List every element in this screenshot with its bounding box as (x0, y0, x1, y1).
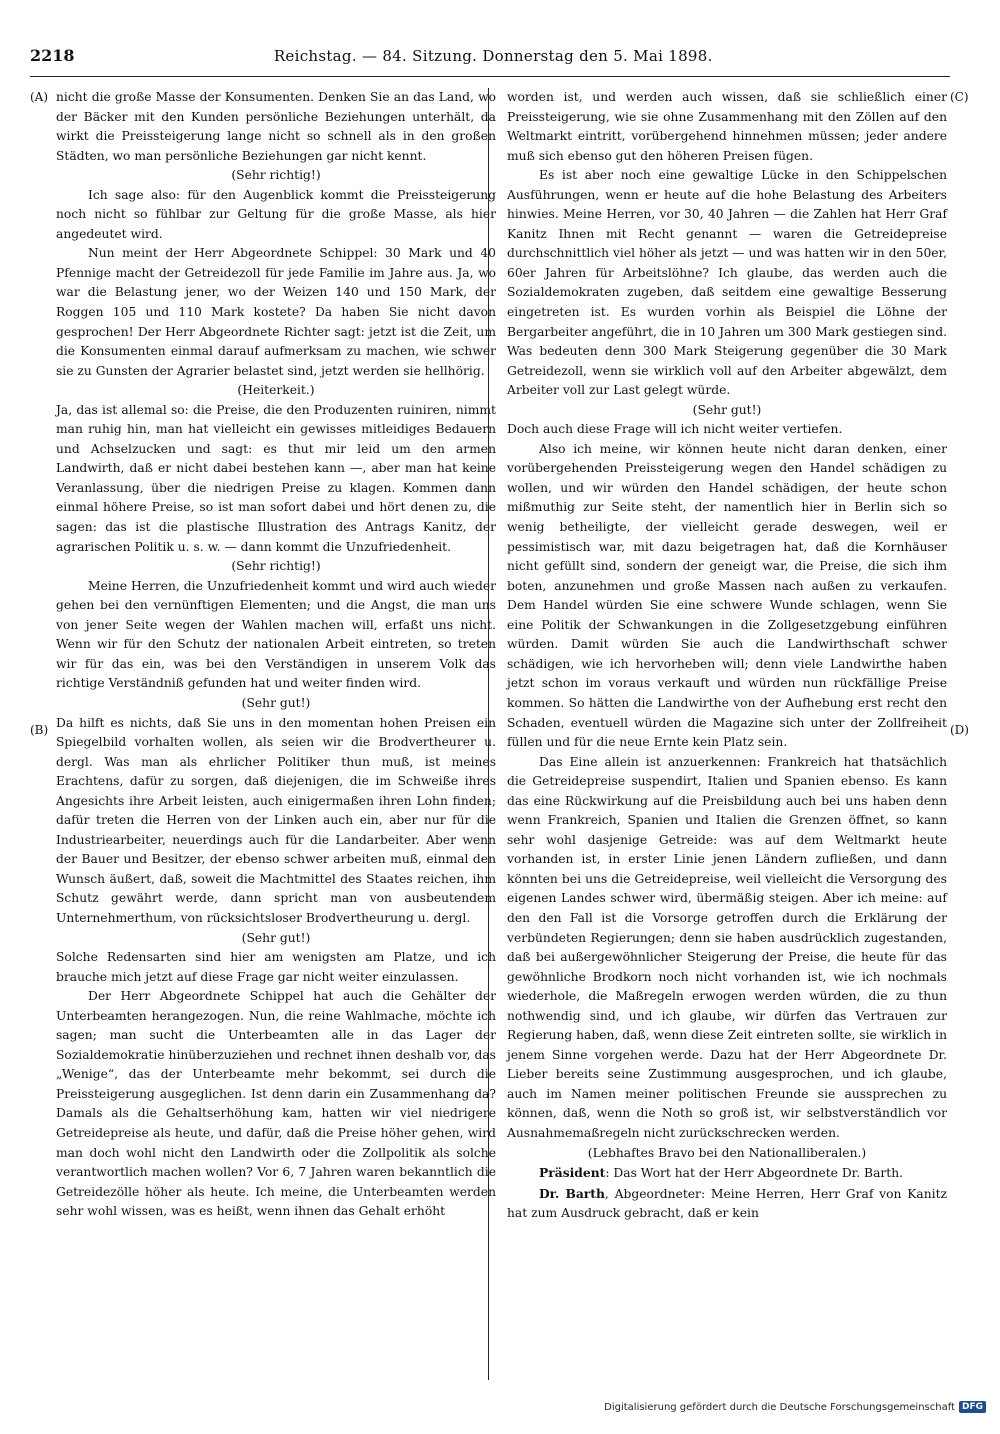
paragraph: nicht die große Masse der Konsumenten. Denken Sie an das Land, wo der Bäcker mit den Kunden persönliche Beziehungen unterhält, da wirkt die Preissteigerung lange nicht so schnell als in den großen Städten, wo man persönliche Beziehungen gar nicht kennt. (56, 90, 496, 163)
margin-mark-d: (D) (950, 723, 969, 737)
paragraph: Der Herr Abgeordnete Schippel hat auch die Gehälter der Unterbeamten herangezogen. Nun, die reine Wahlmache, möchte ich sagen; man sucht die Unterbeamten alle in das Lager der Sozialdemokratie hinüberzuziehen und rechnet ihnen deshalb vor, das „Wenige“, das der Unterbeamte mehr bekommt, sei durch die Preissteigerung ausgeglichen. Ist denn darin ein Zusammenhang da? Damals als die Gehaltserhöhung kam, hatten wir viel niedrigere Getreidepreise als heute, und dafür, daß die Preise höher gehen, wird man doch wohl nicht den Landwirth oder die Zollpolitik als solche verantwortlich machen wollen? Vor 6, 7 Jahren waren bekanntlich die Getreidezölle höher als heute. Ich meine, die Unterbeamten werden sehr wohl wissen, was es heißt, wenn ihnen das Gehalt erhöht (56, 989, 496, 1219)
margin-mark-a: (A) (30, 90, 49, 104)
paragraph: Ja, das ist allemal so: die Preise, die den Produzenten ruiniren, nimmt man ruhig hin, man hat vielleicht ein gewisses mitleidiges Bedauern und Achselzucken und sagt: es thut mir leid um den armen Landwirth, daß er nicht dabei bestehen kann —, aber man hat keine Veranlassung, über die niedrigen Preise zu klagen. Kommen dann einmal höhere Preise, so ist man sofort dabei und hört denen zu, die sagen: das ist die plastische Illustration des Antrags Kanitz, der agrarischen Politik u. s. w. — dann kommt die Unzufriedenheit. (56, 402, 496, 554)
interjection: (Sehr richtig!) (231, 168, 321, 183)
margin-mark-b: (B) (30, 723, 49, 737)
paragraph: Es ist aber noch eine gewaltige Lücke in den Schippelschen Ausführungen, wenn er heute auf die hohe Belastung des Arbeiters hinwies. Meine Herren, vor 30, 40 Jahren — die Zahlen hat Herr Graf Kanitz Ihnen mit Recht genannt — waren die Getreidepreise durchschnittlich viel höher als jetzt — und was hatten wir in den 50er, 60er Jahren für Arbeitslöhne? Ich glaube, das werden auch die Sozialdemokraten zugeben, daß seitdem eine gewaltige Besserung eingetreten ist. Es wurden vorhin als Beispiel die Löhne der Bergarbeiter angeführt, die in 10 Jahren um 300 Mark gestiegen sind. Was bedeuten denn 300 Mark Steigerung gegenüber die 30 Mark Getreidezoll, wenn sie wirklich voll auf den Arbeiter abgewälzt, dem Arbeiter voll zur Last gelegt würde. (507, 168, 947, 398)
left-column (56, 88, 496, 1222)
paragraph: worden ist, und werden auch wissen, daß sie schließlich einer Preissteigerung, wie sie ohne Zusammenhang mit den Zöllen auf den Weltmarkt eintritt, vorübergehend hinnehmen müssen; jeder andere muß sich ebenso gut den höheren Preisen fügen. (507, 90, 947, 163)
interjection: (Sehr gut!) (241, 695, 311, 710)
barth-paragraph (507, 1184, 947, 1224)
interjection: (Sehr gut!) (692, 402, 762, 417)
paragraph: Nun meint der Herr Abgeordnete Schippel: 30 Mark und 40 Pfennige macht der Getreidezoll für jede Familie im Jahre aus. Ja, wo war die Belastung jener, wo der Weizen 140 und 150 Mark, der Roggen 105 und 110 Mark kostete? Da haben Sie nicht davon gesprochen! Der Herr Abgeordnete Richter sagt: jetzt ist die Zeit, um die Konsumenten einmal darauf aufmerksam zu machen, wie schwer sie zu Gunsten der Agrarier belastet sind, jetzt werden sie hellhörig. (56, 246, 496, 378)
barth-label: Dr. Barth (539, 1185, 605, 1201)
president-label: Präsident (539, 1165, 606, 1181)
dfg-logo: DFG (959, 1401, 986, 1413)
paragraph: Doch auch diese Frage will ich nicht weiter vertiefen. (507, 422, 843, 437)
page-header (30, 46, 950, 72)
president-text: : Das Wort hat der Herr Abgeordnete Dr. Barth. (605, 1166, 904, 1181)
dfg-credit-text: Digitalisierung gefördert durch die Deutsche Forschungsgemeinschaft (604, 1401, 955, 1413)
running-title: Reichstag. — 84. Sitzung. Donnerstag den 5. Mai 1898. (273, 47, 713, 65)
paragraph: Meine Herren, die Unzufriedenheit kommt und wird auch wieder gehen bei den vernünftigen Elementen; und die Angst, die man uns von jener Seite wegen der Wahlen machen will, erfaßt uns nicht. Wenn wir für den Schutz der nationalen Arbeit eintreten, so treten wir für das ein, was bei den Verständigen in unserem Volk das richtige Verständniß gefunden hat und weiter finden wird. (56, 578, 496, 691)
header-rule (30, 76, 950, 77)
footer-credit (604, 1398, 986, 1416)
paragraph: Das Eine allein ist anzuerkennen: Frankreich hat thatsächlich die Getreidepreise suspendirt, Italien und Spanien ebenso. Es kann das eine Rückwirkung auf die Preisbildung auch bei uns haben denn wenn Frankreich, Spanien und Italien die Grenzen öffnet, so kann sehr wohl dasjenige Getreide: was auf dem Weltmarkt heute vorhanden ist, in erster Linie jenen Ländern zufließen, und dann könnten bei uns die Getreidepreise, weil vielleicht die Versorgung des eigenen Landes schwer wird, übermäßig steigen. Aber ich meine: auf den den Fall ist die Vorsorge getroffen durch die Erklärung der verbündeten Regierungen; denn sie haben ausdrücklich zugestanden, daß bei außergewöhnlicher Steigerung der Preise, die heute für das gewöhnliche Brodkorn noch nicht vorhanden ist, wie ich nochmals wiederhole, die Maßregeln erwogen werden würden, die zu thun nothwendig sind, und ich glaube, wir dürfen das Vertrauen zur Regierung haben, daß, wenn diese Zeit eintreten sollte, sie wirklich in jenem Sinne vorgehen werde. Dazu hat der Herr Abgeordnete Dr. Lieber bereits seine Zustimmung ausgesprochen, und ich glaube, auch im Namen meiner politischen Freunde sie aussprechen zu können, daß, wenn die Noth so groß ist, wir selbstverständlich vor Ausnahmemaßregeln nicht zurückschrecken werden. (507, 754, 947, 1140)
interjection: (Sehr richtig!) (231, 559, 321, 574)
paragraph: Also ich meine, wir können heute nicht daran denken, einer vorübergehenden Preissteigerung wegen den Handel schädigen zu wollen, und wir würden den Handel schädigen, der heute schon mißmuthig zur Seite steht, der namentlich hier in Berlin sich so wenig betheiligte, der vielleicht gerade deswegen, weil er pessimistisch war, mit dazu beigetragen hat, daß die Kornhäuser nicht gefüllt sind, sondern der geneigt war, die Preise, die sich ihm boten, anzunehmen und große Massen nach außen zu verkaufen. Dem Handel würden Sie eine schwere Wunde schlagen, wenn Sie eine Politik der Schwankungen in die Zollgesetzgebung einführen würden. Damit würden Sie auch die Landwirthschaft schwer schädigen, wie ich hervorheben will; denn viele Landwirthe haben jetzt schon im voraus verkauft und würden nun rückfällige Preise kommen. So hätten die Landwirthe von der Aufhebung erst recht den Schaden, eventuell würden die Magazine sich unter der Zollfreiheit füllen und für die neue Ernte kein Platz sein. (507, 441, 947, 750)
right-column (507, 88, 947, 1224)
page-number: 2218 (30, 46, 75, 65)
paragraph: Da hilft es nichts, daß Sie uns in den momentan hohen Preisen ein Spiegelbild vorhalten wollen, als seien wir die Brodvertheurer u. dergl. Was man als ehrlicher Politiker thun muß, ist meines Erachtens, dafür zu sorgen, daß diejenigen, die im Schweiße ihres Angesichts ihre Arbeit leisten, auch einigermaßen ihren Lohn finden; dafür treten die Herren von der Linken auch ein, aber nur für die Industriearbeiter, neuerdings auch für die Landarbeiter. Aber wenn der Bauer und Besitzer, der ebenso schwer arbeiten muß, einmal den Wunsch äußert, daß, soweit die Machtmittel des Staates reichen, ihm Schutz gewährt werde, dann spricht man von ausbeutendem Unternehmerthum, von rücksichtsloser Brodvertheurung u. dergl. (56, 715, 496, 925)
right-paragraphs (507, 88, 947, 1163)
margin-mark-c: (C) (950, 90, 969, 104)
barth-text: , Abgeordneter: Meine Herren, Herr Graf von Kanitz hat zum Ausdruck gebracht, daß er kein (507, 1186, 947, 1221)
column-divider (488, 88, 489, 1380)
paragraph: Ich sage also: für den Augenblick kommt die Preissteigerung noch nicht so fühlbar zur Geltung für die große Masse, als hier angedeutet wird. (56, 187, 496, 241)
paragraph: Solche Redensarten sind hier am wenigsten am Platze, und ich brauche mich jetzt auf diese Frage gar nicht weiter einzulassen. (56, 950, 496, 984)
interjection: (Sehr gut!) (241, 930, 311, 945)
president-paragraph (507, 1163, 947, 1184)
interjection: (Heiterkeit.) (237, 383, 315, 398)
interjection: (Lebhaftes Bravo bei den Nationalliberalen.) (587, 1145, 867, 1160)
